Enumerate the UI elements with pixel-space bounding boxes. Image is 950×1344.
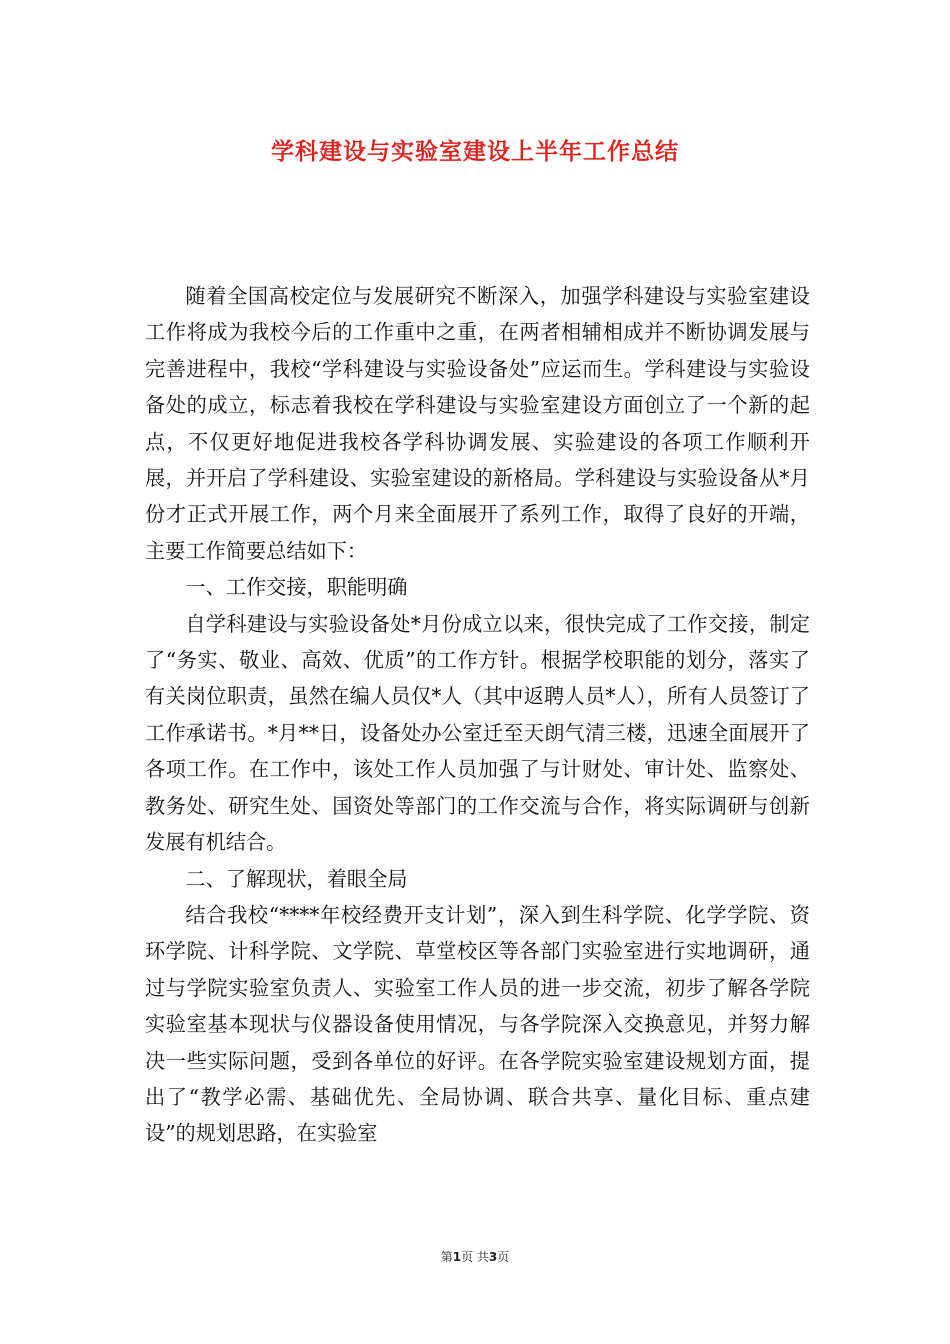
section-heading-1: 一、工作交接，职能明确 xyxy=(185,575,408,600)
footer-suffix: 页 xyxy=(497,1250,510,1264)
document-title: 学科建设与实验室建设上半年工作总结 xyxy=(271,139,679,165)
page-footer xyxy=(0,1248,950,1265)
paragraph-section-1: 自学科建设与实验设备处*月份成立以来，很快完成了工作交接，制定了“务实、敬业、高效、优质”的工作方针。根据学校职能的划分，落实了有关岗位职责，虽然在编人员仅*人（其中返聘人员*人），所有人员签订了工作承诺书。*月**日，设备处办公室迁至天朗气清三楼，迅速全面展开了各项工作。在工作中，该处工作人员加强了与计财处、审计处、监察处、教务处、研究生处、国资处等部门的工作交流与合作，将实际调研与创新发展有机结合。 xyxy=(145,611,810,855)
section-heading-2: 二、了解现状，着眼全局 xyxy=(185,866,408,891)
paragraph-intro: 随着全国高校定位与发展研究不断深入，加强学科建设与实验室建设工作将成为我校今后的工作重中之重，在两者相辅相成并不断协调发展与完善进程中，我校“学科建设与实验设备处”应运而生。学科建设与实验设备处的成立，标志着我校在学科建设与实验室建设方面创立了一个新的起点，不仅更好地促进我校各学科协调发展、实验建设的各项工作顺利开展，并开启了学科建设、实验室建设的新格局。学科建设与实验设备从*月份才正式开展工作，两个月来全面展开了系列工作，取得了良好的开端，主要工作简要总结如下： xyxy=(145,284,810,563)
footer-total-pages: 3 xyxy=(488,1250,498,1264)
paragraph-section-2: 结合我校“****年校经费开支计划”，深入到生科学院、化学学院、资环学院、计科学院、文学院、草堂校区等各部门实验室进行实地调研，通过与学院实验室负责人、实验室工作人员的进一步交流，初步了解各学院实验室基本现状与仪器设备使用情况，与各学院深入交换意见，并努力解决一些实际问题，受到各单位的好评。在各学院实验室建设规划方面，提出了“教学必需、基础优先、全局协调、联合共享、量化目标、重点建设”的规划思路，在实验室 xyxy=(145,902,810,1146)
footer-page-number: 1 xyxy=(452,1250,462,1264)
footer-prefix: 第 xyxy=(440,1250,453,1264)
footer-middle: 页 共 xyxy=(461,1250,489,1264)
document-body xyxy=(145,278,810,1152)
